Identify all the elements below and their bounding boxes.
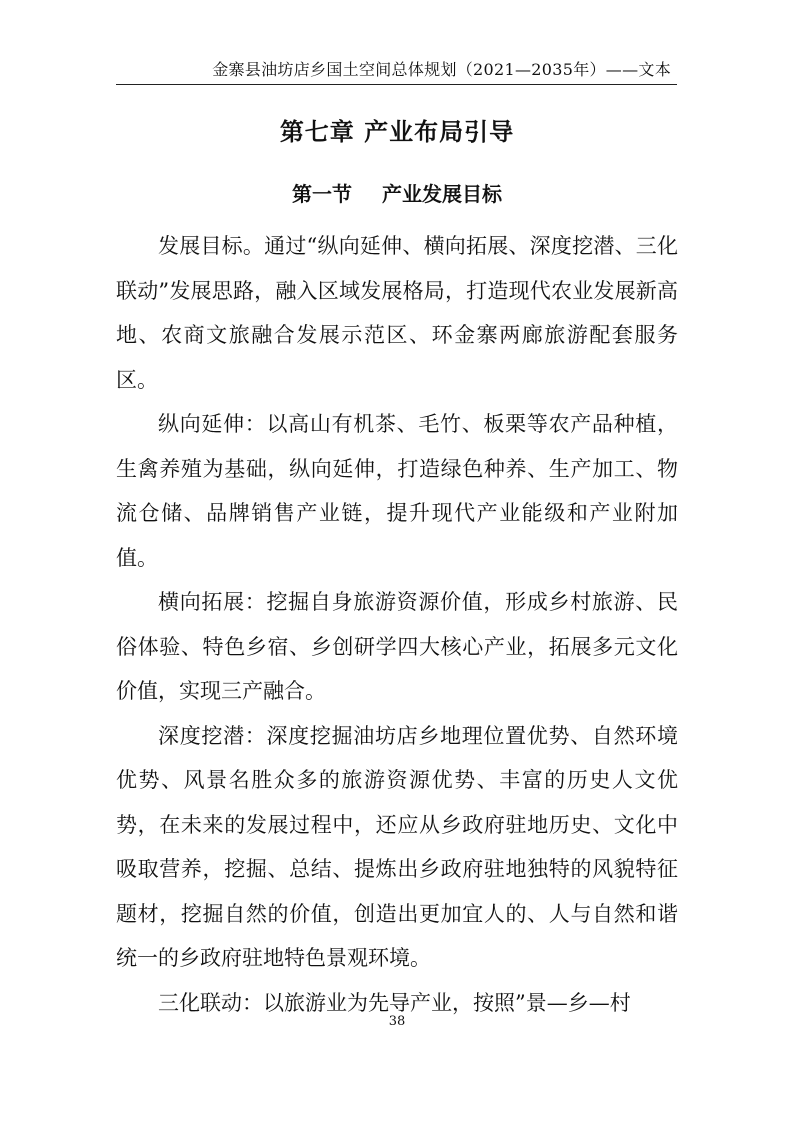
paragraph-deep-potential: 深度挖潜：深度挖掘油坊店乡地理位置优势、自然环境优势、风景名胜众多的旅游资源优势、丰富的历史人文优势，在未来的发展过程中，还应从乡政府驻地历史、文化中吸取营养，挖掘、总结、提炼出乡政府驻地独特的风貌特征题材，挖掘自然的价值，创造出更加宜人的、人与自然和谐统一的乡政府驻地特色景观环境。 [116,723,678,970]
body-text [116,224,678,1025]
paragraph-three-linkage: 三化联动：以旅游业为先导产业，按照”景—乡—村 [158,990,631,1015]
chapter-title: 第七章 产业布局引导 [279,118,515,146]
page-number: 38 [388,1014,406,1029]
section-heading [0,178,794,207]
running-header: 金寨县油坊店乡国土空间总体规划（2021—2035年）——文本 [212,60,671,79]
paragraph-vertical-extension: 纵向延伸：以高山有机茶、毛竹、板栗等农产品种植，生禽养殖为基础，纵向延伸，打造绿色种养、生产加工、物流仓储、品牌销售产业链，提升现代产业能级和产业附加值。 [116,412,678,570]
paragraph-horizontal-expansion: 横向拓展：挖掘自身旅游资源价值，形成乡村旅游、民俗体验、特色乡宿、乡创研学四大核心产业，拓展多元文化价值，实现三产融合。 [116,590,678,703]
paragraph-development-goal: 发展目标。通过“纵向延伸、横向拓展、深度挖潜、三化联动”发展思路，融入区域发展格局，打造现代农业发展新高地、农商文旅融合发展示范区、环金寨两廊旅游配套服务区。 [116,234,678,392]
section-title: 产业发展目标 [382,182,502,206]
section-number: 第一节 [292,182,352,206]
header-divider [116,84,677,85]
